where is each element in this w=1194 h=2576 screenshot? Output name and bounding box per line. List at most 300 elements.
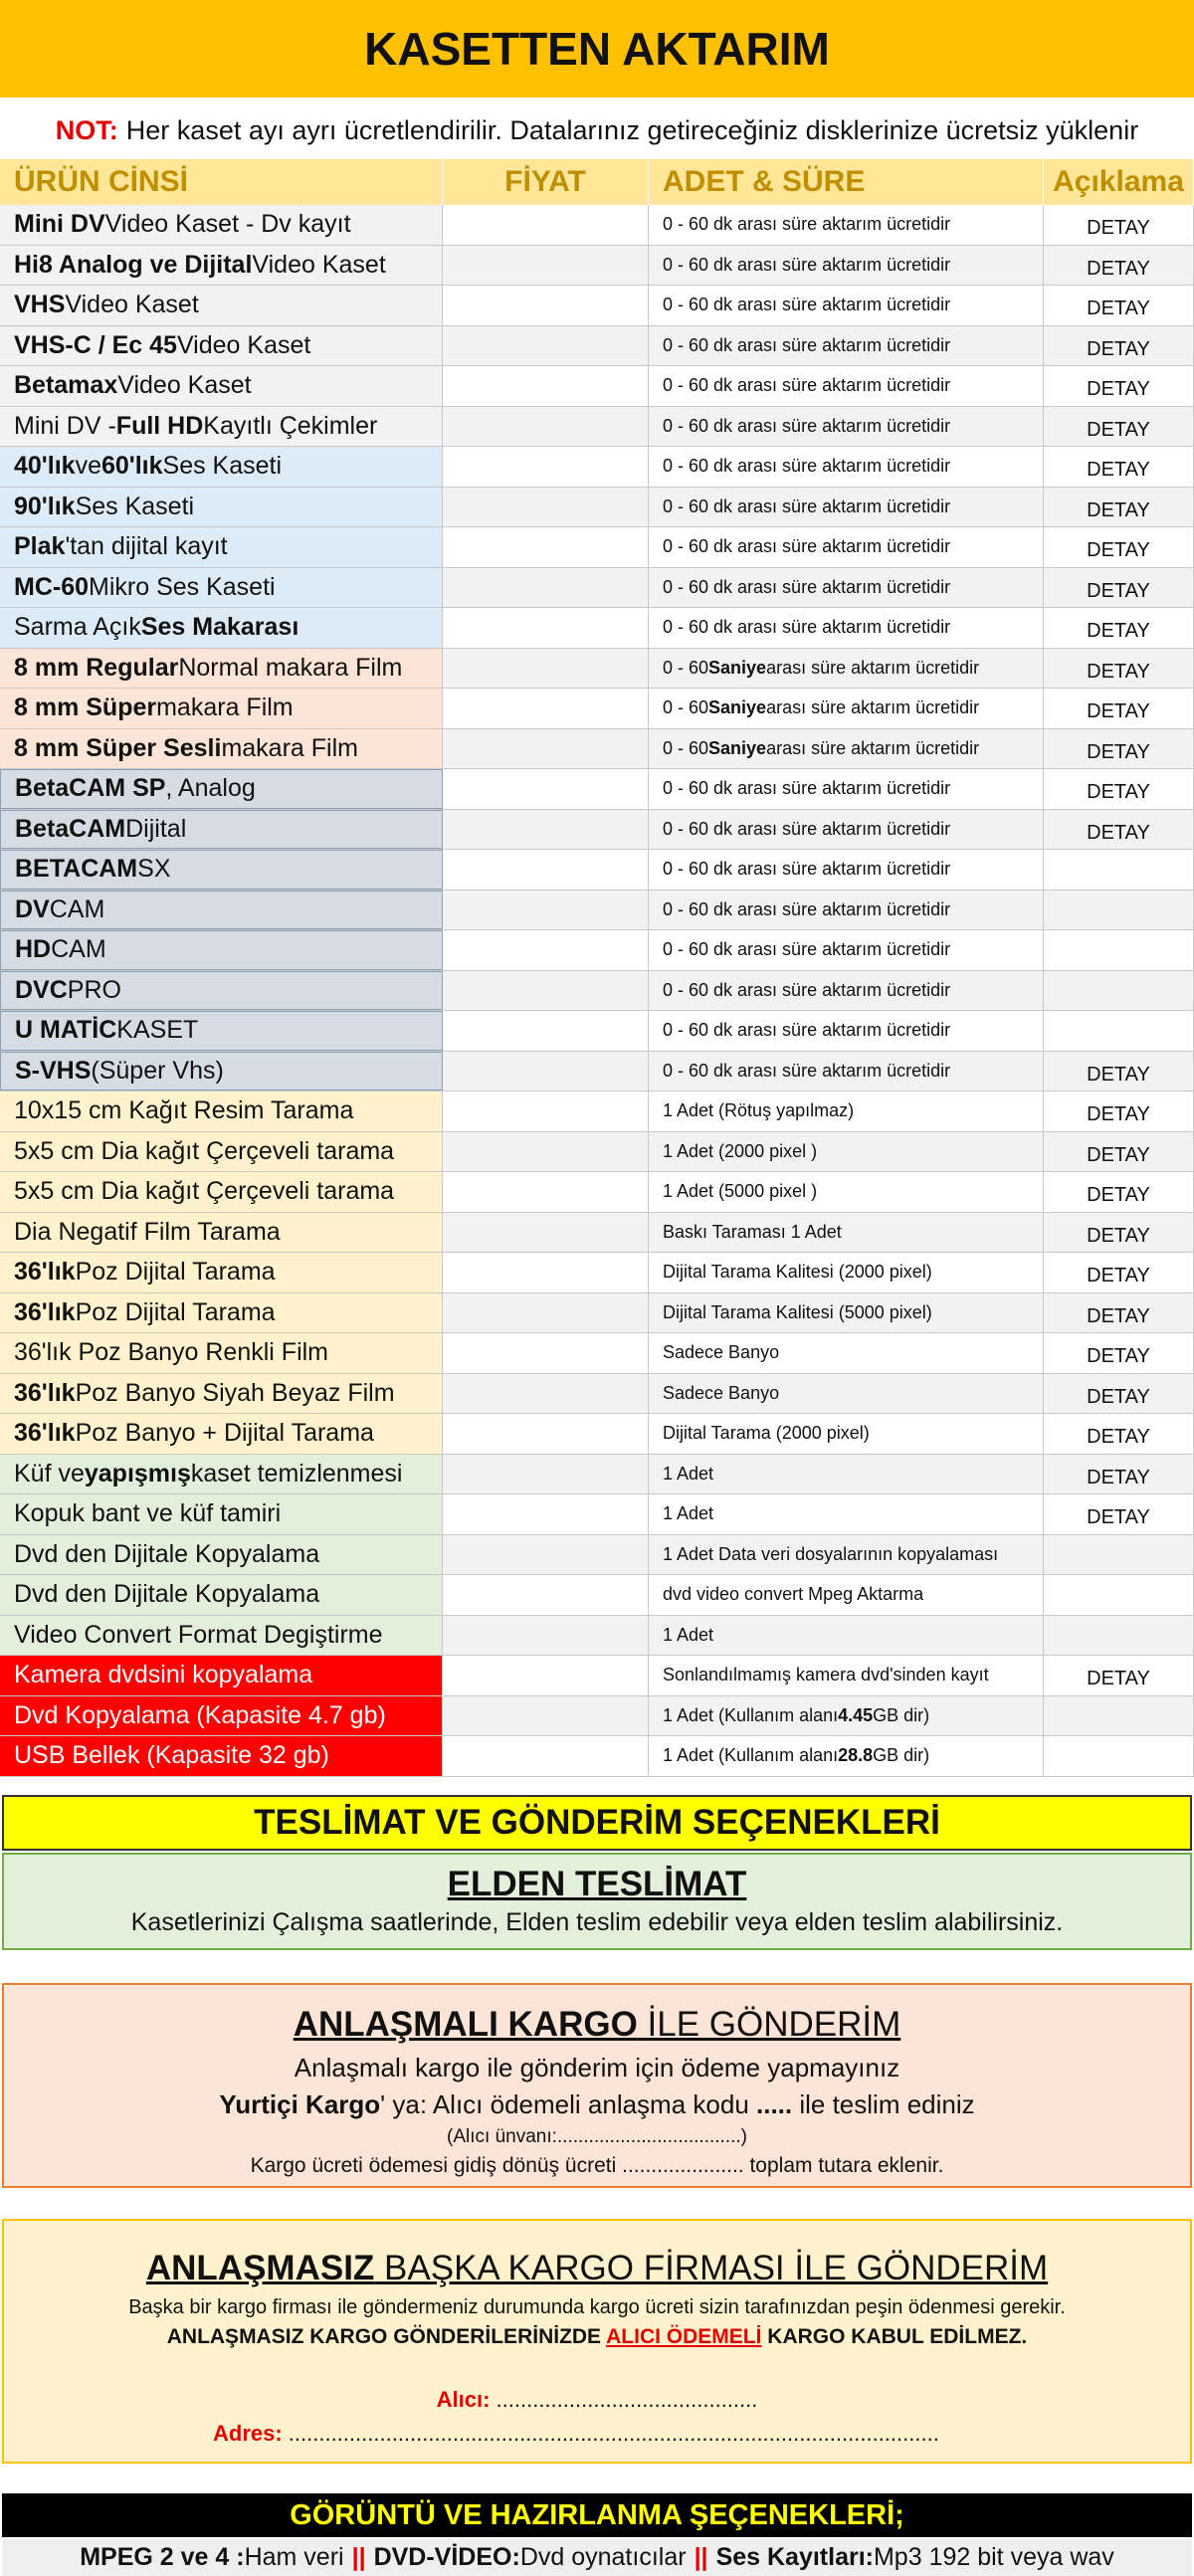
amount-text: 0 - 60 dk arası süre aktarım ücretidir [663, 1020, 951, 1041]
product-cell [0, 1253, 443, 1292]
product-cell [0, 1374, 443, 1414]
table-row [0, 930, 1194, 971]
amount-text: 1 Adet (Kullanım alanı [663, 1704, 839, 1725]
contract-line4: Kargo ücreti ödemesi gidiş dönüş ücreti ..................... toplam tutara eklenir. [250, 2154, 944, 2177]
table-row [0, 366, 1194, 407]
amount-cell [649, 1455, 1044, 1494]
amount-text: 0 - 60 dk arası süre aktarım ücretidir [663, 536, 951, 557]
product-bold: Mini DV [14, 210, 105, 239]
detail-link[interactable]: DETAY [1087, 337, 1150, 360]
detail-cell [1044, 891, 1194, 930]
price-cell [443, 447, 649, 487]
detail-cell [1044, 1616, 1194, 1656]
other-line2-red: ALICI ÖDEMELİ [606, 2325, 762, 2348]
product-bold: Plak [14, 532, 66, 561]
product-bold: Hi8 Analog ve Dijital [14, 250, 253, 279]
note-line [0, 107, 1194, 153]
amount-cell [649, 447, 1044, 487]
recipient-dots: ........................................... [490, 2387, 758, 2412]
price-cell [443, 1253, 649, 1292]
detail-link[interactable]: DETAY [1087, 740, 1150, 763]
product-bold: BETACAM [15, 855, 138, 884]
amount-text: 0 - 60 [663, 737, 709, 758]
table-row [0, 769, 1194, 810]
amount-cell [649, 689, 1044, 728]
detail-cell [1044, 810, 1194, 850]
product-text: Video Kaset [176, 330, 311, 359]
price-cell [443, 1575, 649, 1615]
amount-bold: 28.8 [838, 1745, 874, 1766]
format-2-text: Mp3 192 bit veya wav [873, 2543, 1114, 2571]
product-text: 5x5 cm Dia kağıt Çerçeveli tarama [14, 1177, 395, 1206]
table-row [0, 1333, 1194, 1374]
price-cell [443, 729, 649, 769]
detail-cell [1044, 1293, 1194, 1333]
product-bold: 36'lık [14, 1419, 76, 1448]
product-text: SX [137, 855, 171, 884]
product-text: Dvd den Dijitale Kopyalama [14, 1539, 320, 1568]
detail-cell [1044, 527, 1194, 567]
product-cell [0, 850, 443, 890]
table-body [0, 205, 1194, 1777]
product-bold: 36'lık [14, 1297, 76, 1326]
amount-cell [649, 729, 1044, 769]
amount-cell [649, 608, 1044, 648]
table-row [0, 729, 1194, 770]
price-cell [443, 1374, 649, 1414]
product-text: Video Kaset - Dv kayıt [104, 210, 351, 239]
amount-bold: Saniye [708, 657, 767, 678]
other-line2-post: KARGO KABUL EDİLMEZ. [761, 2325, 1028, 2348]
detail-cell [1044, 366, 1194, 406]
product-cell [0, 810, 443, 850]
product-cell [0, 891, 443, 930]
table-row [0, 1455, 1194, 1495]
price-cell [443, 326, 649, 366]
amount-cell [649, 1575, 1044, 1615]
contract-line3: (Alıcı ünvanı:...................................) [447, 2126, 747, 2147]
amount-text: 0 - 60 dk arası süre aktarım ücretidir [663, 818, 951, 839]
price-cell [443, 1172, 649, 1212]
table-row [0, 1293, 1194, 1334]
detail-cell [1044, 1213, 1194, 1253]
detail-cell [1044, 689, 1194, 728]
price-cell [443, 769, 649, 809]
detail-cell [1044, 1535, 1194, 1575]
product-bold: 60'lık [100, 452, 163, 481]
product-bold: VHS [14, 291, 66, 319]
table-row [0, 1535, 1194, 1576]
detail-link[interactable]: DETAY [1087, 1063, 1150, 1086]
product-cell [0, 1616, 443, 1656]
header-desc: Açıklama [1044, 159, 1194, 205]
detail-cell [1044, 407, 1194, 447]
product-text: KASET [116, 1016, 199, 1045]
product-text: Video Kaset [65, 291, 199, 319]
price-cell [443, 649, 649, 689]
product-bold: 8 mm Süper [14, 694, 157, 722]
detail-cell [1044, 729, 1194, 769]
product-bold: Betamax [14, 371, 118, 400]
other-line2 [4, 2325, 1190, 2349]
amount-text: 0 - 60 dk arası süre aktarım ücretidir [663, 375, 951, 396]
product-text: 36'lık Poz Banyo Renkli Film [14, 1338, 329, 1367]
detail-link[interactable]: DETAY [1087, 418, 1150, 441]
product-cell [0, 1091, 443, 1131]
detail-link[interactable]: DETAY [1087, 539, 1150, 562]
product-text: Video Kaset [117, 371, 252, 400]
price-cell [443, 527, 649, 567]
contract-line2-end: ile teslim ediniz [792, 2089, 975, 2119]
product-text: makara Film [156, 694, 294, 722]
detail-link[interactable]: DETAY [1087, 297, 1150, 320]
price-cell [443, 205, 649, 245]
format-1-label: DVD-VİDEO: [373, 2543, 520, 2571]
amount-cell [649, 1535, 1044, 1575]
table-row [0, 488, 1194, 528]
product-text: CAM [49, 894, 105, 923]
table-row [0, 1091, 1194, 1132]
detail-link[interactable]: DETAY [1087, 1143, 1150, 1166]
amount-cell [649, 366, 1044, 406]
product-bold: 40'lık [14, 452, 76, 481]
amount-cell [649, 891, 1044, 930]
amount-cell [649, 1132, 1044, 1172]
detail-cell [1044, 568, 1194, 608]
table-row [0, 891, 1194, 931]
amount-cell [649, 1736, 1044, 1776]
amount-text: 1 Adet (Rötuş yapılmaz) [663, 1100, 855, 1121]
detail-cell [1044, 1414, 1194, 1454]
amount-text: 0 - 60 [663, 697, 709, 718]
product-cell [0, 971, 443, 1011]
table-row [0, 1374, 1194, 1415]
product-bold: 36'lık [14, 1378, 76, 1407]
product-bold: yapışmış [84, 1459, 191, 1487]
product-cell [0, 286, 443, 325]
amount-cell [649, 1616, 1044, 1656]
product-text: Poz Dijital Tarama [75, 1297, 276, 1326]
detail-link[interactable]: DETAY [1087, 1103, 1150, 1126]
amount-cell [649, 769, 1044, 809]
amount-text: 1 Adet (Kullanım alanı [663, 1745, 839, 1766]
product-text: (Süper Vhs) [91, 1056, 224, 1085]
product-text: makara Film [221, 733, 358, 762]
price-cell [443, 1011, 649, 1051]
detail-link[interactable]: DETAY [1087, 660, 1150, 683]
address-label: Adres: [213, 2421, 283, 2446]
price-cell [443, 1052, 649, 1091]
amount-text: 0 - 60 dk arası süre aktarım ücretidir [663, 334, 951, 355]
detail-cell [1044, 769, 1194, 809]
amount-cell [649, 971, 1044, 1011]
product-bold: BetaCAM [15, 814, 126, 843]
product-cell [0, 326, 443, 366]
product-text: PRO [67, 975, 121, 1004]
amount-cell [649, 286, 1044, 325]
product-cell [0, 930, 443, 970]
product-cell [0, 447, 443, 487]
format-0-label: MPEG 2 ve 4 : [80, 2543, 245, 2571]
amount-cell [649, 326, 1044, 366]
amount-text: 0 - 60 dk arası süre aktarım ücretidir [663, 576, 951, 597]
contract-line2-mid: ' ya: Alıcı ödemeli anlaşma kodu [380, 2089, 756, 2119]
product-cell [0, 1696, 443, 1736]
recipient-label: Alıcı: [436, 2387, 491, 2412]
product-text: 5x5 cm Dia kağıt Çerçeveli tarama [14, 1136, 395, 1165]
product-cell [0, 205, 443, 245]
product-cell [0, 1575, 443, 1615]
amount-cell [649, 1091, 1044, 1131]
amount-text: Dijital Tarama Kalitesi (2000 pixel) [663, 1262, 932, 1283]
note-label: NOT: [55, 114, 118, 145]
price-cell [443, 810, 649, 850]
product-bold: VHS-C / Ec 45 [14, 330, 177, 359]
table-row [0, 1172, 1194, 1213]
detail-link[interactable]: DETAY [1087, 1265, 1150, 1288]
format-separator: || [694, 2543, 708, 2571]
contract-line1: Anlaşmalı kargo ile gönderim için ödeme yapmayınız [294, 2053, 900, 2082]
amount-text: 0 - 60 dk arası süre aktarım ücretidir [663, 456, 951, 477]
product-cell [0, 1172, 443, 1212]
product-text: Poz Dijital Tarama [75, 1258, 276, 1287]
price-cell [443, 1656, 649, 1695]
amount-text: 1 Adet (2000 pixel ) [663, 1140, 818, 1161]
price-cell [443, 930, 649, 970]
price-cell [443, 246, 649, 286]
price-cell [443, 488, 649, 527]
detail-link[interactable]: DETAY [1087, 1345, 1150, 1368]
amount-text: 0 - 60 dk arası süre aktarım ücretidir [663, 295, 951, 315]
product-cell [0, 1011, 443, 1051]
amount-cell [649, 246, 1044, 286]
price-table [0, 159, 1194, 1777]
amount-text: Sadece Banyo [663, 1342, 780, 1363]
amount-text: 1 Adet [663, 1503, 714, 1524]
detail-cell [1044, 649, 1194, 689]
detail-link[interactable]: DETAY [1087, 1668, 1150, 1690]
table-row [0, 1494, 1194, 1535]
product-bold: Full HD [115, 411, 204, 440]
amount-text: 0 - 60 dk arası süre aktarım ücretidir [663, 1060, 951, 1081]
amount-text: 0 - 60 dk arası süre aktarım ücretidir [663, 979, 951, 1000]
table-row [0, 286, 1194, 326]
product-text: ve [75, 452, 101, 481]
amount-text: 0 - 60 dk arası süre aktarım ücretidir [663, 898, 951, 919]
price-cell [443, 1091, 649, 1131]
price-cell [443, 407, 649, 447]
detail-cell [1044, 1253, 1194, 1292]
detail-link[interactable]: DETAY [1087, 1385, 1150, 1408]
contract-cargo-heading [4, 2005, 1190, 2045]
amount-text: 0 - 60 dk arası süre aktarım ücretidir [663, 415, 951, 436]
table-row [0, 246, 1194, 287]
detail-link[interactable]: DETAY [1087, 1466, 1150, 1488]
table-row [0, 326, 1194, 367]
price-cell [443, 1455, 649, 1494]
product-cell [0, 366, 443, 406]
amount-cell [649, 930, 1044, 970]
table-row [0, 407, 1194, 448]
detail-cell [1044, 850, 1194, 890]
product-text: Kamera dvdsini kopyalama [14, 1661, 313, 1689]
product-text: Dvd Kopyalama (Kapasite 4.7 gb) [14, 1700, 386, 1729]
product-cell [0, 649, 443, 689]
amount-text: Sadece Banyo [663, 1382, 780, 1403]
detail-link[interactable]: DETAY [1087, 620, 1150, 643]
contract-cargo-box [2, 1983, 1192, 2188]
contract-code: ..... [756, 2089, 793, 2119]
price-cell [443, 568, 649, 608]
detail-link[interactable]: DETAY [1087, 1304, 1150, 1327]
detail-link[interactable]: DETAY [1087, 821, 1150, 844]
price-cell [443, 1132, 649, 1172]
product-bold: HD [15, 935, 52, 964]
table-row [0, 689, 1194, 729]
format-separator: || [351, 2543, 366, 2571]
price-cell [443, 366, 649, 406]
detail-link[interactable]: DETAY [1087, 1506, 1150, 1529]
amount-cell [649, 568, 1044, 608]
product-cell [0, 1333, 443, 1373]
detail-cell [1044, 608, 1194, 648]
product-cell [0, 1455, 443, 1494]
detail-cell [1044, 1736, 1194, 1776]
product-text: Normal makara Film [178, 653, 403, 682]
table-header [0, 159, 1194, 205]
other-line1: Başka bir kargo firması ile göndermeniz durumunda kargo ücreti sizin tarafınızdan peşin ödenmesi gerekir. [128, 2296, 1066, 2318]
product-text: Poz Banyo Siyah Beyaz Film [75, 1378, 395, 1407]
detail-link[interactable]: DETAY [1087, 378, 1150, 401]
detail-cell [1044, 1374, 1194, 1414]
amount-cell [649, 1213, 1044, 1253]
other-line2-pre: ANLAŞMASIZ KARGO GÖNDERİLERİNİZDE [166, 2325, 607, 2348]
amount-text: Dijital Tarama (2000 pixel) [663, 1423, 870, 1444]
amount-cell [649, 1333, 1044, 1373]
product-text: 10x15 cm Kağıt Resim Tarama [14, 1096, 354, 1125]
detail-link[interactable]: DETAY [1087, 579, 1150, 602]
price-cell [443, 608, 649, 648]
product-cell [0, 1414, 443, 1454]
detail-cell [1044, 1091, 1194, 1131]
product-text: Video Convert Format Degiştirme [14, 1620, 383, 1649]
product-text: Küf ve [14, 1459, 85, 1487]
product-text: Mikro Ses Kaseti [89, 572, 276, 601]
format-0-text: Ham veri [244, 2543, 344, 2571]
amount-text: Dijital Tarama Kalitesi (5000 pixel) [663, 1301, 932, 1322]
product-cell [0, 246, 443, 286]
table-row [0, 649, 1194, 690]
amount-text: 0 - 60 dk arası süre aktarım ücretidir [663, 214, 951, 235]
amount-cell [649, 1494, 1044, 1534]
amount-cell [649, 1414, 1044, 1454]
product-text: kaset temizlenmesi [190, 1459, 403, 1487]
detail-cell [1044, 1656, 1194, 1695]
detail-cell [1044, 1696, 1194, 1736]
detail-link[interactable]: DETAY [1087, 498, 1150, 521]
table-row [0, 1696, 1194, 1737]
amount-cell [649, 1293, 1044, 1333]
product-bold: 36'lık [14, 1258, 76, 1287]
detail-link[interactable]: DETAY [1087, 1426, 1150, 1449]
detail-link[interactable]: DETAY [1087, 257, 1150, 280]
product-text: Dvd den Dijitale Kopyalama [14, 1580, 320, 1609]
product-bold: MC-60 [14, 572, 90, 601]
table-row [0, 1414, 1194, 1455]
table-row [0, 1575, 1194, 1616]
product-cell [0, 1494, 443, 1534]
amount-cell [649, 649, 1044, 689]
amount-text: arası süre aktarım ücretidir [766, 737, 980, 758]
amount-text: 0 - 60 dk arası süre aktarım ücretidir [663, 254, 951, 275]
amount-cell [649, 1052, 1044, 1091]
detail-link[interactable]: DETAY [1087, 700, 1150, 723]
detail-link[interactable]: DETAY [1087, 1184, 1150, 1207]
detail-cell [1044, 488, 1194, 527]
other-cargo-heading [4, 2249, 1190, 2288]
amount-cell [649, 810, 1044, 850]
table-row [0, 1253, 1194, 1293]
price-cell [443, 1535, 649, 1575]
detail-link[interactable]: DETAY [1087, 781, 1150, 804]
note-text: Her kaset ayı ayrı ücretlendirilir. Datalarınız getireceğiniz disklerinize ücretsiz yüklenir [125, 114, 1139, 145]
detail-link[interactable]: DETAY [1087, 459, 1150, 482]
amount-cell [649, 1656, 1044, 1695]
product-cell [0, 689, 443, 728]
price-cell [443, 1494, 649, 1534]
delivery-heading: TESLİMAT VE GÖNDERİM SEÇENEKLERİ [2, 1795, 1192, 1851]
detail-cell [1044, 1494, 1194, 1534]
product-cell [0, 1535, 443, 1575]
detail-cell [1044, 447, 1194, 487]
price-cell [443, 1616, 649, 1656]
address-line [4, 2421, 1190, 2447]
amount-text: 0 - 60 dk arası süre aktarım ücretidir [663, 939, 951, 960]
product-text: Ses Kaseti [162, 452, 283, 481]
amount-text: arası süre aktarım ücretidir [766, 657, 980, 678]
amount-text: 0 - 60 dk arası süre aktarım ücretidir [663, 495, 951, 516]
formats-heading: GÖRÜNTÜ VE HAZIRLANMA ŞEÇENEKLERİ; [2, 2493, 1192, 2537]
product-cell [0, 1052, 443, 1091]
detail-cell [1044, 1575, 1194, 1615]
detail-link[interactable]: DETAY [1087, 217, 1150, 240]
table-row [0, 971, 1194, 1012]
format-2-label: Ses Kayıtları: [715, 2543, 874, 2571]
product-bold: 8 mm Süper Sesli [14, 733, 222, 762]
product-cell [0, 1213, 443, 1253]
price-cell [443, 971, 649, 1011]
contract-heading-bold: ANLAŞMALI KARGO [293, 2005, 638, 2044]
detail-cell [1044, 1132, 1194, 1172]
amount-text: GB dir) [873, 1704, 930, 1725]
amount-bold: Saniye [708, 737, 767, 758]
detail-cell [1044, 246, 1194, 286]
product-text: Ses Kaseti [75, 492, 195, 520]
product-cell [0, 729, 443, 769]
amount-bold: 4.45 [838, 1704, 874, 1725]
table-row [0, 447, 1194, 488]
header-amount: ADET & SÜRE [649, 159, 1044, 205]
price-cell [443, 850, 649, 890]
detail-link[interactable]: DETAY [1087, 1224, 1150, 1247]
contract-line2 [4, 2089, 1190, 2120]
formats-line [2, 2539, 1192, 2576]
amount-cell [649, 527, 1044, 567]
price-cell [443, 1333, 649, 1373]
detail-cell [1044, 205, 1194, 245]
product-bold: DVC [15, 975, 68, 1004]
hand-delivery-box [2, 1853, 1192, 1950]
